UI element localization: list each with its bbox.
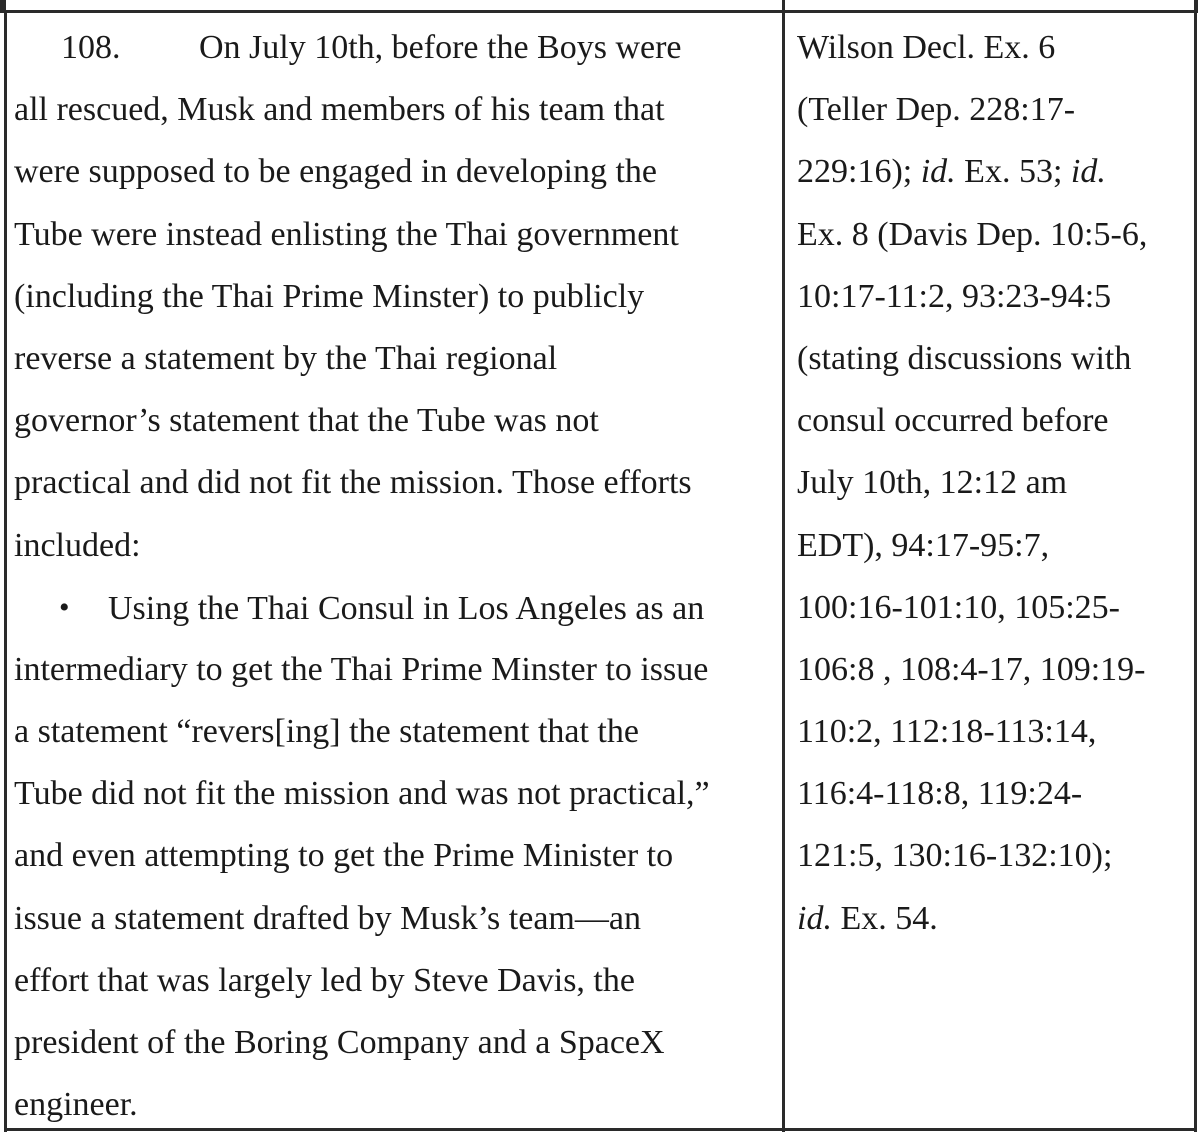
bullet-item-first-line [14, 577, 778, 639]
bullet-line: a statement “revers[ing] the statement that the [14, 713, 639, 751]
paragraph-first-line [14, 17, 778, 79]
paragraph-line: practical and did not fit the mission. Those efforts [14, 464, 692, 502]
citation-line: July 10th, 12:12 am [797, 464, 1068, 502]
citation-line: 110:2, 112:18-113:14, [797, 713, 1097, 751]
citation-line: 100:16-101:10, 105:25- [797, 588, 1120, 626]
paragraph-line: (including the Thai Prime Minster) to publicly [14, 277, 645, 315]
table-border-top-right-stub [1194, 0, 1198, 10]
citation-id-italic: id. [920, 153, 956, 191]
table-border-right [1194, 10, 1197, 1132]
bullet-line: Tube did not fit the mission and was not practical,” [14, 775, 710, 813]
table-border-top [0, 10, 1198, 13]
citation-text: Ex. 53; [955, 153, 1071, 191]
bullet-line: intermediary to get the Thai Prime Minster to issue [14, 650, 709, 688]
table-border-top-mid-stub [782, 0, 785, 10]
table-column-divider [782, 10, 785, 1132]
citation-text: Ex. 54. [831, 899, 938, 937]
citation-line: (stating discussions with [797, 339, 1132, 377]
citation-line: 116:4-118:8, 119:24- [797, 775, 1083, 813]
citation-id-italic: id. [797, 899, 832, 937]
paragraph-line: On July 10th, before the Boys were [199, 29, 682, 66]
bullet-line: president of the Boring Company and a SpaceX [14, 1024, 665, 1061]
paragraph-line: all rescued, Musk and members of his team that [14, 91, 665, 129]
citation-cell [797, 17, 1192, 950]
citation-line: Ex. 8 (Davis Dep. 10:5-6, [797, 215, 1148, 253]
bullet-line: effort that was largely led by Steve Davis, the [14, 961, 635, 999]
paragraph-cell [14, 17, 778, 1136]
citation-text: 229:16); [797, 153, 921, 191]
citation-line: 10:17-11:2, 93:23-94:5 [797, 277, 1112, 315]
citation-line: EDT), 94:17-95:7, [797, 526, 1050, 564]
paragraph-line: governor’s statement that the Tube was not [14, 402, 599, 440]
bullet-line: and even attempting to get the Prime Minister to [14, 837, 674, 875]
citation-id-italic: id. [1070, 153, 1106, 191]
citation-line [797, 141, 1192, 203]
citation-line [797, 888, 1192, 950]
paragraph-line: Tube were instead enlisting the Thai government [14, 215, 679, 253]
bullet-line: Using the Thai Consul in Los Angeles as an [108, 589, 705, 627]
bullet-line: engineer. [14, 1086, 138, 1124]
citation-line: consul occurred before [797, 402, 1109, 440]
paragraph-line: reverse a statement by the Thai regional [14, 339, 558, 377]
bullet-line: issue a statement drafted by Musk’s team—an [14, 899, 641, 937]
table-border-top-left-stub [0, 0, 6, 10]
citation-line: Wilson Decl. Ex. 6 [797, 29, 1056, 66]
paragraph-line: included: [14, 526, 141, 564]
paragraph-line: were supposed to be engaged in developing the [14, 153, 657, 191]
table-border-left [4, 10, 7, 1132]
paragraph-number: 108. [61, 29, 121, 66]
citation-line: 121:5, 130:16-132:10); [797, 837, 1113, 875]
citation-line: (Teller Dep. 228:17- [797, 91, 1076, 129]
bullet-icon: • [59, 590, 70, 624]
citation-line: 106:8 , 108:4-17, 109:19- [797, 650, 1146, 688]
